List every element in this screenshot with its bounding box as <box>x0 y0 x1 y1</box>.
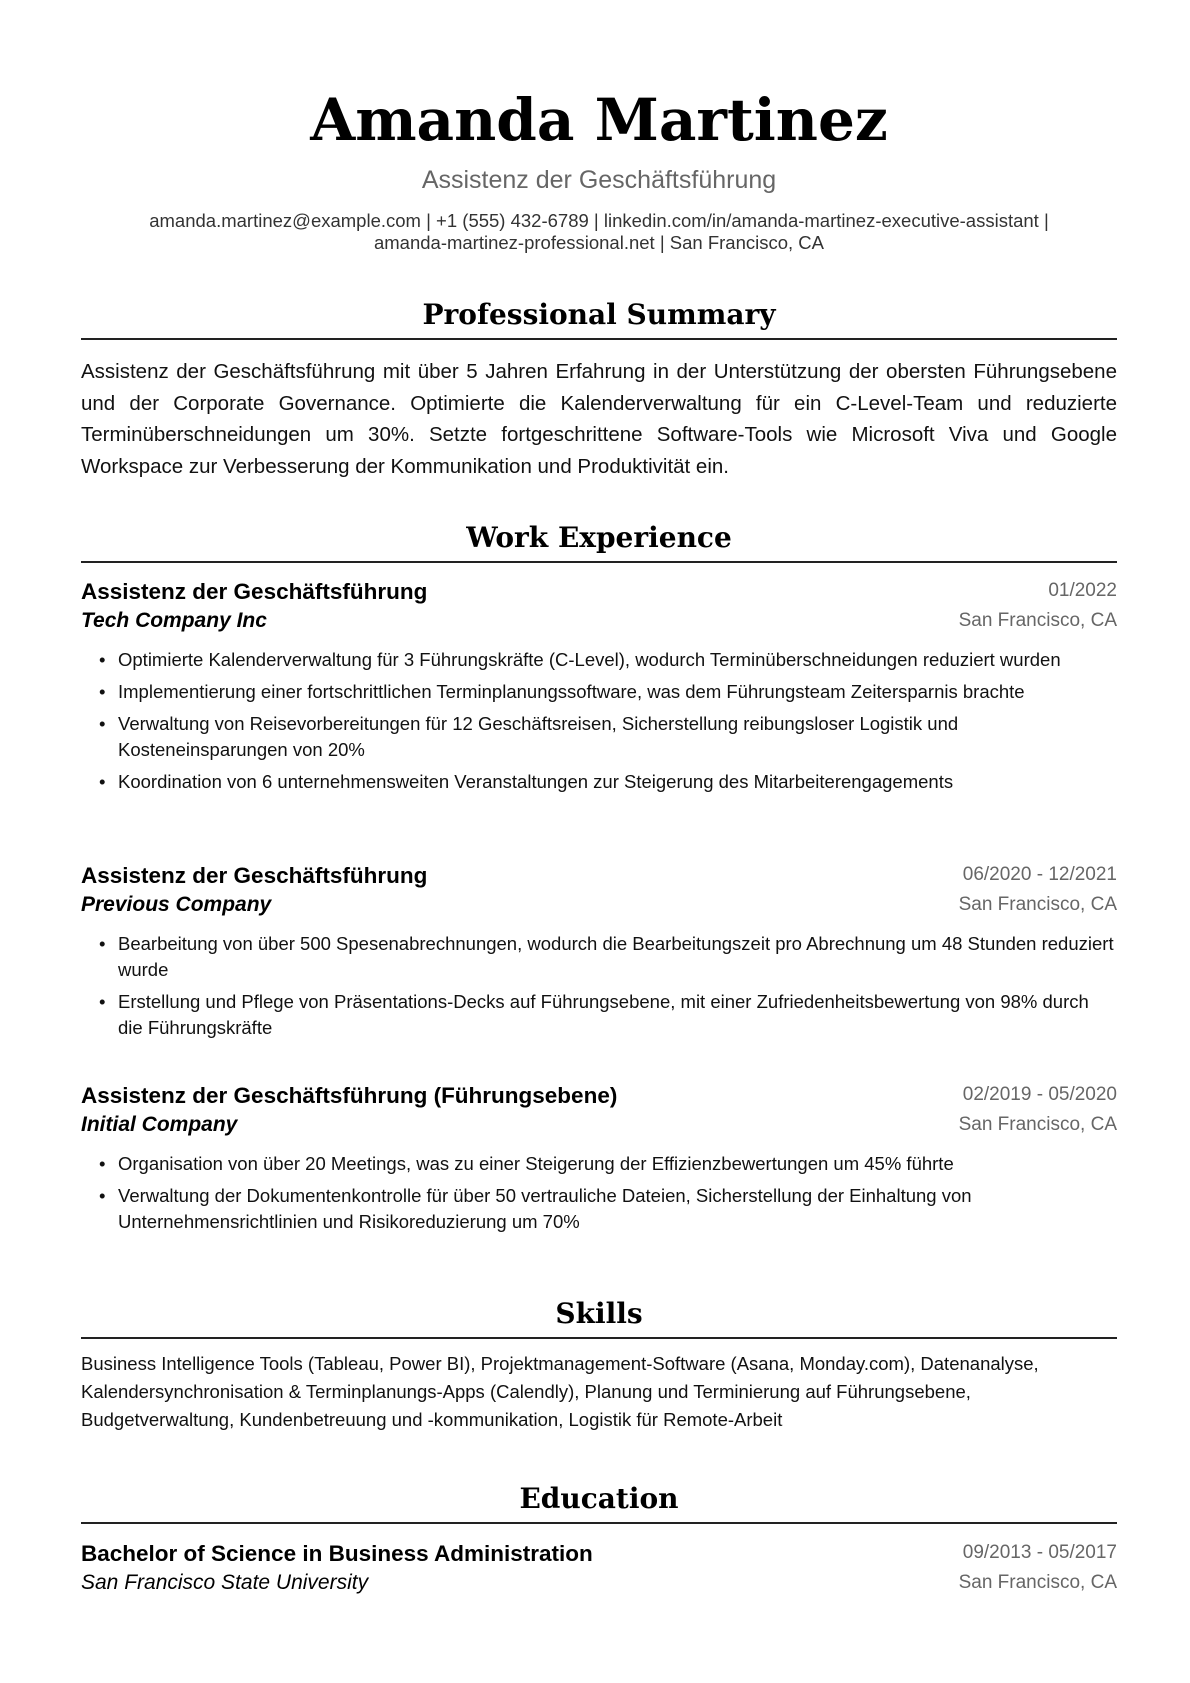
job-location: San Francisco, CA <box>958 1114 1117 1135</box>
candidate-title: Assistenz der Geschäftsführung <box>421 166 777 194</box>
job-bullet: • Koordination von 6 unternehmensweiten Veranstaltungen zur Steigerung des Mitarbeiterengagements <box>99 769 1117 795</box>
contact-line-2: amanda-martinez-professional.net | San Francisco, CA <box>373 232 825 253</box>
education-degree: Bachelor of Science in Business Administration <box>81 1541 593 1566</box>
contact-line-1: amanda.martinez@example.com | +1 (555) 432-6789 | linkedin.com/in/amanda-martinez-executive-assistant | <box>149 210 1049 231</box>
job-date: 01/2022 <box>1048 580 1117 601</box>
summary-text: Assistenz der Geschäftsführung mit über 5 Jahren Erfahrung in der Unterstützung der obersten Führungsebene und der Corporate Governance. Optimierte die Kalenderverwaltung für ein C-Level-Team und reduzierte Terminüberschneidungen um 30%. Setzte fortgeschrittene Software-Tools wie Microsoft Viva und Google Workspace zur Verbesserung der Kommunikation und Produktivität ein. <box>81 360 1117 478</box>
skills-heading: Skills <box>555 1297 643 1330</box>
job-company: Tech Company Inc <box>81 609 267 632</box>
experience-divider <box>81 561 1117 563</box>
skills-divider <box>81 1337 1117 1339</box>
job-bullets <box>99 647 1117 801</box>
job-bullet: • Organisation von über 20 Meetings, was zu einer Steigerung der Effizienzbewertungen um 45% führte <box>99 1151 1117 1177</box>
job-title: Assistenz der Geschäftsführung <box>81 579 428 604</box>
education-heading: Education <box>519 1482 679 1515</box>
education-school: San Francisco State University <box>81 1571 369 1594</box>
contact-info <box>81 210 1117 254</box>
experience-heading: Work Experience <box>466 521 732 554</box>
summary-divider <box>81 338 1117 340</box>
job-bullet: • Erstellung und Pflege von Präsentations-Decks auf Führungsebene, mit einer Zufriedenheitsbewertung von 98% durch die Führungskräfte <box>99 989 1117 1041</box>
education-location: San Francisco, CA <box>958 1572 1117 1593</box>
job-title: Assistenz der Geschäftsführung (Führungsebene) <box>81 1083 618 1108</box>
job-bullet: • Bearbeitung von über 500 Spesenabrechnungen, wodurch die Bearbeitungszeit pro Abrechnung um 48 Stunden reduziert wurde <box>99 931 1117 983</box>
job-bullet: • Optimierte Kalenderverwaltung für 3 Führungskräfte (C-Level), wodurch Terminüberschneidungen reduziert wurden <box>99 647 1117 673</box>
job-bullet: • Implementierung einer fortschrittlichen Terminplanungssoftware, was dem Führungsteam Zeitersparnis brachte <box>99 679 1117 705</box>
job-location: San Francisco, CA <box>958 610 1117 631</box>
job-bullets <box>99 931 1117 1047</box>
skills-text: Business Intelligence Tools (Tableau, Power BI), Projektmanagement-Software (Asana, Monday.com), Datenanalyse, Kalendersynchronisation & Terminplanungs-Apps (Calendly), Planung und Terminierung auf Führungsebene, Budgetverwaltung, Kundenbetreuung und -kommunikation, Logistik für Remote-Arbeit <box>81 1353 1039 1430</box>
job-company: Initial Company <box>81 1113 238 1136</box>
job-date: 02/2019 - 05/2020 <box>962 1084 1117 1105</box>
job-title: Assistenz der Geschäftsführung <box>81 863 428 888</box>
job-bullets <box>99 1151 1117 1241</box>
candidate-name: Amanda Martinez <box>310 86 888 154</box>
job-location: San Francisco, CA <box>958 894 1117 915</box>
job-bullet: • Verwaltung von Reisevorbereitungen für 12 Geschäftsreisen, Sicherstellung reibungsloser Logistik und Kosteneinsparungen von 20% <box>99 711 1117 763</box>
job-date: 06/2020 - 12/2021 <box>962 864 1117 885</box>
education-divider <box>81 1522 1117 1524</box>
education-date: 09/2013 - 05/2017 <box>962 1542 1117 1563</box>
summary-heading: Professional Summary <box>422 298 776 331</box>
job-company: Previous Company <box>81 893 272 916</box>
job-bullet: • Verwaltung der Dokumentenkontrolle für über 50 vertrauliche Dateien, Sicherstellung der Einhaltung von Unternehmensrichtlinien und Risikoreduzierung um 70% <box>99 1183 1117 1235</box>
